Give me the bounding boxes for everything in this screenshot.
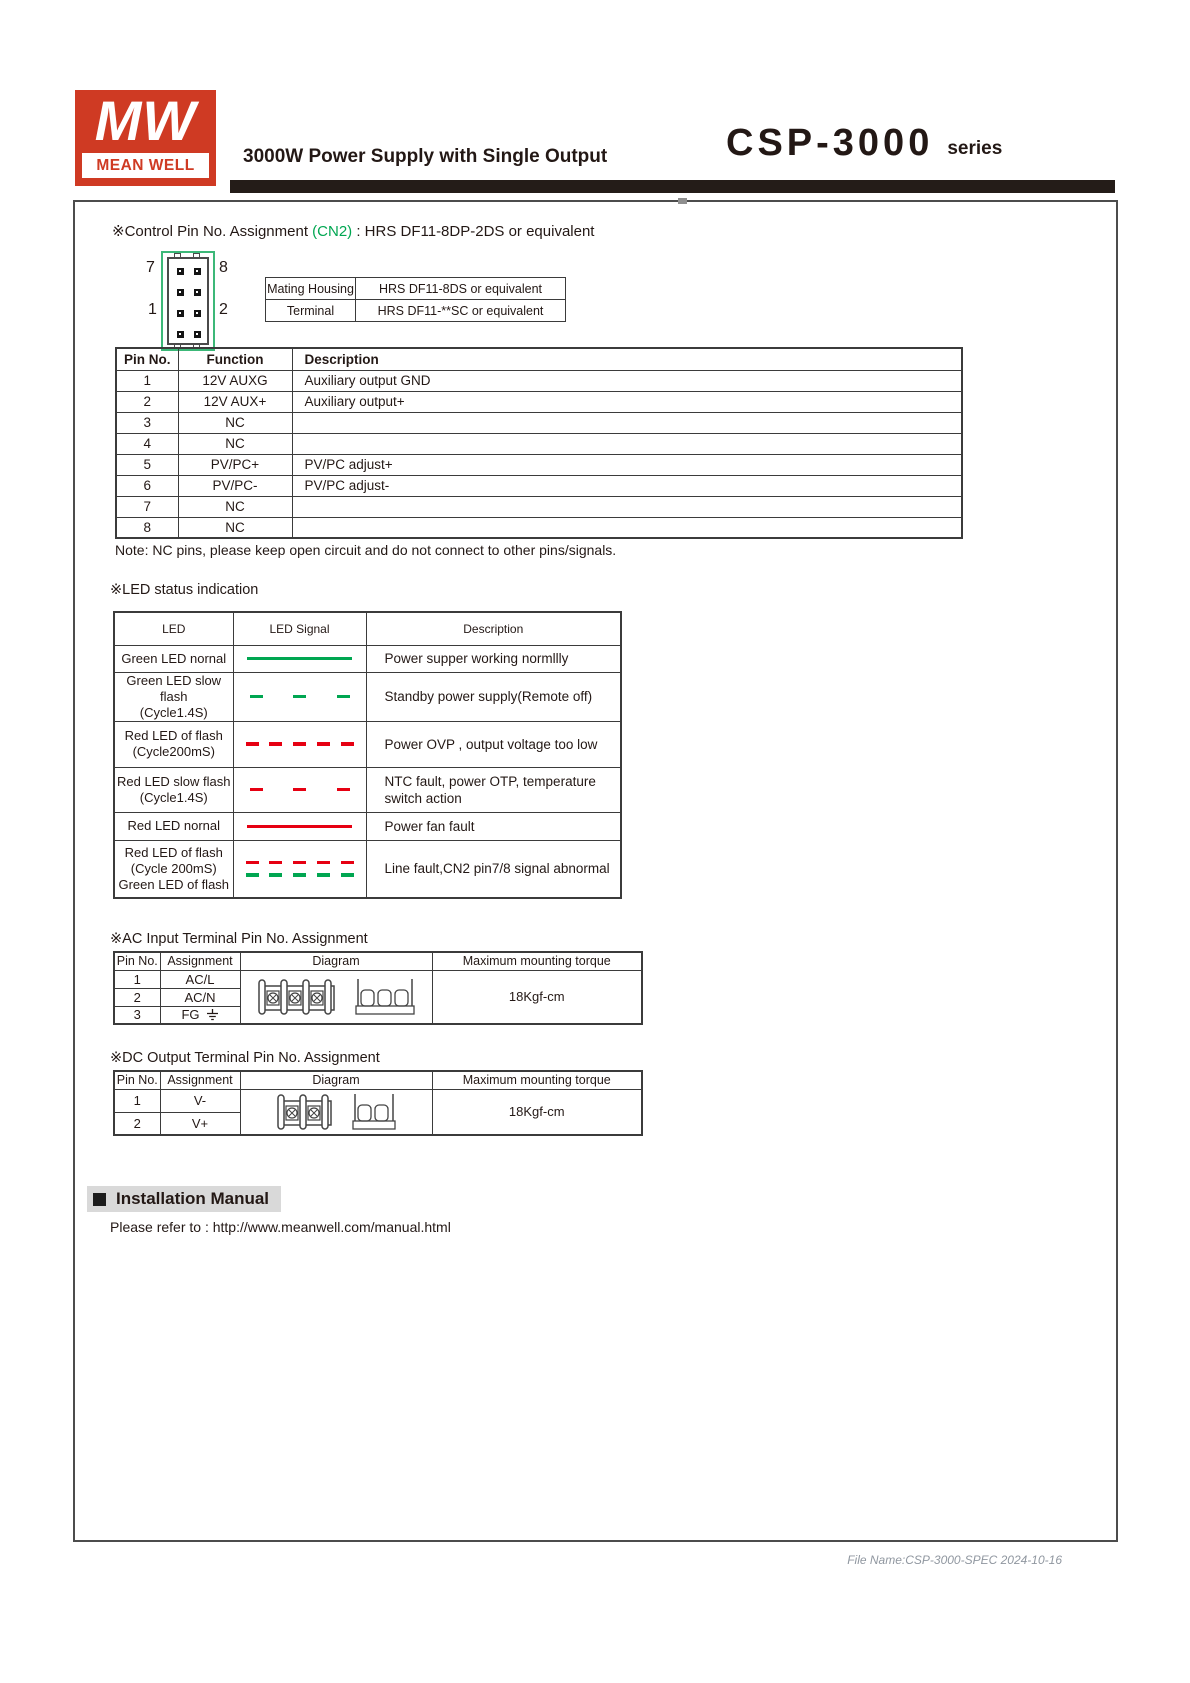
pin1-label: 1 [148,301,157,318]
table-row: 6 PV/PC- PV/PC adjust- [116,475,962,496]
dc-terminal-diagram-cell [240,1089,432,1135]
mating-housing-value: HRS DF11-8DS or equivalent [356,278,566,300]
ac-torque-value: 18Kgf-cm [432,970,642,1024]
pin-dot [194,331,201,338]
dc-terminal-side-diagram [351,1092,397,1132]
series-label: series [947,138,1003,159]
meanwell-logo [75,90,216,186]
table-row: Red LED nornal Power fan fault [114,812,621,840]
table-row: Red LED of flash (Cycle 200mS) Green LED of flash Line fault,CN2 pin7/8 signal abnormal [114,840,621,898]
green-solid-signal [247,657,352,660]
table-row: 1 AC/L 18Kgf-cm [114,970,642,988]
ground-icon [206,1009,219,1021]
table-header-row: Pin No. Assignment Diagram Maximum mounting torque [114,952,642,970]
table-row: 1 12V AUXG Auxiliary output GND [116,370,962,391]
pin2-label: 2 [219,301,228,318]
table-row [266,278,566,300]
col-led: LED [114,612,233,645]
table-row: 4 NC [116,433,962,454]
control-pin-heading-suffix: : HRS DF11-8DP-2DS or equivalent [352,223,595,240]
ac-terminal-diagram-cell [240,970,432,1024]
table-row: 3 NC [116,412,962,433]
table-row: 2 AC/N [114,988,642,1006]
control-pin-heading [112,222,594,240]
pin-dot [177,289,184,296]
table-row: Red LED of flash (Cycle200mS) Power OVP , output voltage too low [114,721,621,767]
terminal-value: HRS DF11-**SC or equivalent [356,300,566,322]
mating-housing-table [265,277,566,322]
red-fast-flash-signal [246,742,354,746]
pin-dot [194,289,201,296]
col-pin-no: Pin No. [116,348,178,370]
control-pin-table [115,347,963,539]
table-row: 3 FG [114,1006,642,1024]
led-status-table [113,611,622,899]
led-section-heading: ※LED status indication [110,582,259,598]
table-row: Red LED slow flash (Cycle1.4S) NTC fault, power OTP, temperature switch action [114,767,621,812]
red-slow-flash-signal [250,788,350,792]
installation-manual-link-text[interactable]: Please refer to : http://www.meanwell.com/manual.html [110,1219,451,1235]
col-led-signal: LED Signal [233,612,366,645]
col-led-description: Description [366,612,621,645]
model-series [726,124,1002,162]
dc-torque-value: 18Kgf-cm [432,1089,642,1135]
table-row: 1 V- 18Kgf-cm [114,1089,642,1112]
cn2-label: (CN2) [312,223,353,240]
table-row: Green LED slow flash (Cycle1.4S) Standby power supply(Remote off) [114,672,621,721]
table-row: 8 NC [116,517,962,538]
cn2-connector-diagram [161,251,215,351]
col-description: Description [292,348,962,370]
red-green-flash-signal [246,861,354,877]
table-row: Green LED nornal Power supper working normllly [114,645,621,672]
pin8-label: 8 [219,259,228,276]
dc-output-table [113,1070,643,1136]
cn2-connector-body [167,257,209,345]
pin-dot [194,268,201,275]
table-row [266,300,566,322]
pin-dot [177,310,184,317]
pin-dot [194,310,201,317]
connector-tab [193,253,200,258]
ac-terminal-front-diagram [256,978,340,1016]
installation-manual-heading [87,1186,281,1212]
pin7-label: 7 [146,259,155,276]
dc-terminal-front-diagram [275,1093,337,1131]
black-square-bullet-icon [93,1193,106,1206]
frame-tick-mark [678,198,687,204]
table-row: 5 PV/PC+ PV/PC adjust+ [116,454,962,475]
connector-tab [174,253,181,258]
mw-logo-mark: MW [94,89,197,152]
doc-title: 3000W Power Supply with Single Output [243,146,608,167]
file-name-footer: File Name:CSP-3000-SPEC 2024-10-16 [847,1553,1062,1567]
logo-text: MEAN WELL [96,156,195,174]
mating-housing-label: Mating Housing [266,278,356,300]
ac-section-heading: ※AC Input Terminal Pin No. Assignment [110,931,368,947]
model-name: CSP-3000 [726,122,934,164]
ac-input-table [113,951,643,1025]
table-row: 2 12V AUX+ Auxiliary output+ [116,391,962,412]
fg-label: FG [181,1007,200,1023]
table-row: 2 V+ [114,1112,642,1135]
logo-strip [82,153,209,178]
table-header-row [116,348,962,370]
installation-manual-title: Installation Manual [116,1189,270,1208]
table-header-row: Pin No. Assignment Diagram Maximum mounting torque [114,1071,642,1089]
red-solid-signal [247,825,352,828]
nc-note: Note: NC pins, please keep open circuit and do not connect to other pins/signals. [115,542,617,558]
header-rule-bar [230,180,1115,193]
ac-terminal-side-diagram [354,977,416,1017]
pin-dot [177,268,184,275]
col-function: Function [178,348,292,370]
control-pin-heading-prefix: ※Control Pin No. Assignment [112,223,313,240]
dc-section-heading: ※DC Output Terminal Pin No. Assignment [110,1050,380,1066]
terminal-label: Terminal [266,300,356,322]
table-row: 7 NC [116,496,962,517]
green-slow-flash-signal [250,695,350,699]
pin-dot [177,331,184,338]
table-header-row [114,612,621,645]
